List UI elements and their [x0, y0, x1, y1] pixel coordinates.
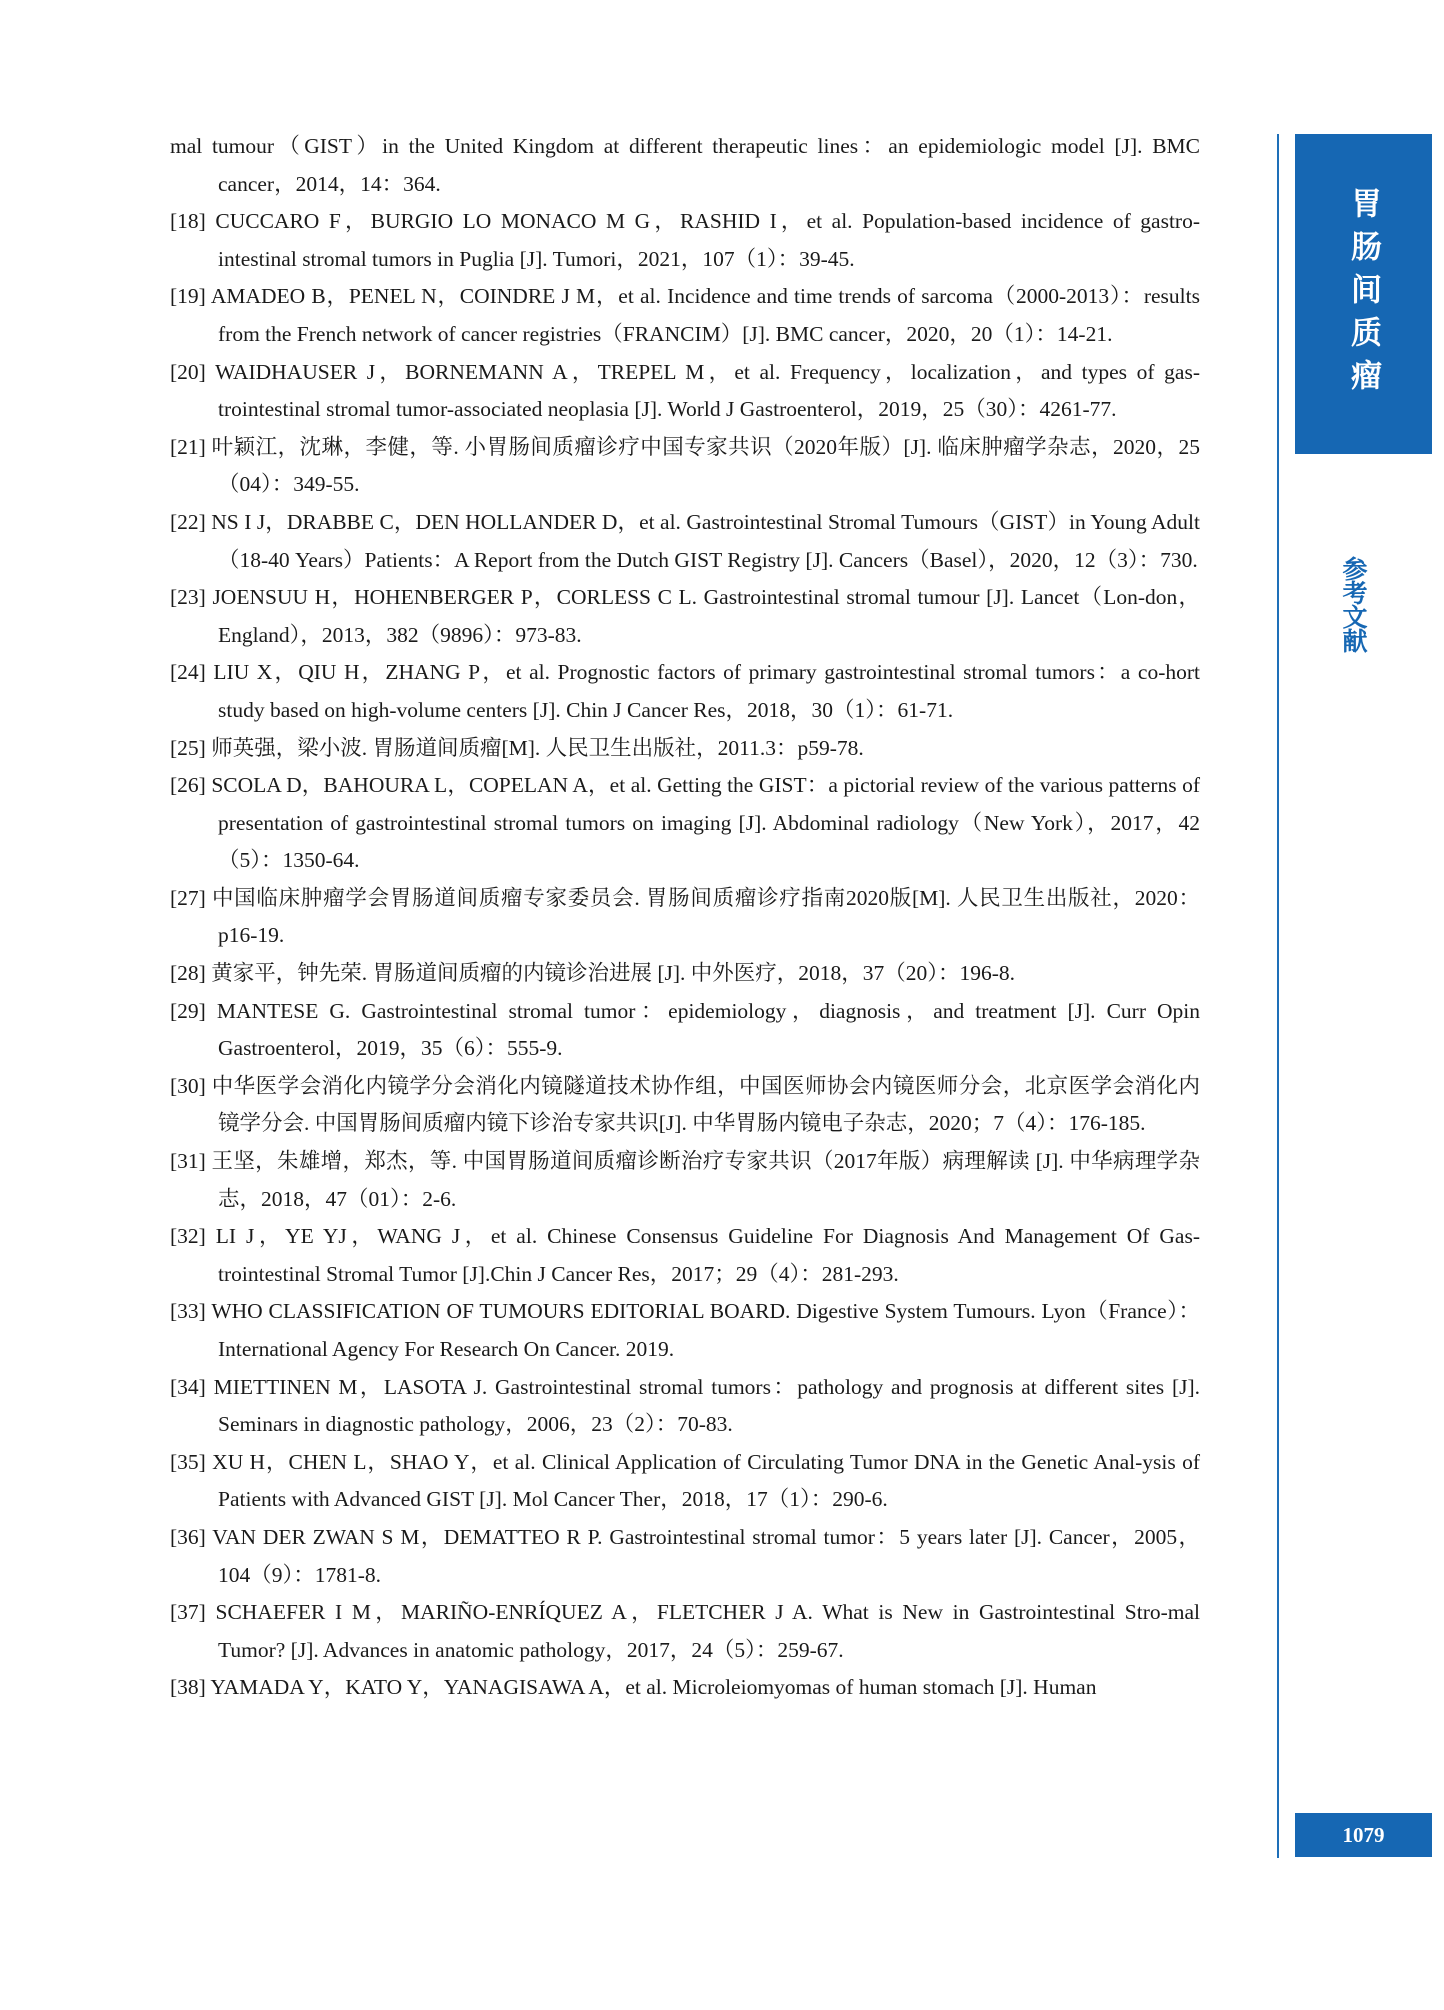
reference-number: [29]	[170, 998, 206, 1023]
reference-text: 黄家平，钟先荣. 胃肠道间质瘤的内镜诊治进展 [J]. 中外医疗，2018，37（20）：196-8.	[211, 961, 1016, 986]
reference-number: [28]	[170, 961, 206, 986]
reference-number: [19]	[170, 284, 206, 309]
reference-list	[170, 128, 1200, 1707]
reference-entry	[170, 1594, 1200, 1669]
reference-text: NS I J，DRABBE C，DEN HOLLANDER D，et al. Gastrointestinal Stromal Tumours（GIST）in Young Adult（18-40 Years）Patients：A Report from the Dutch GIST Registry [J]. Cancers（Basel），2020，12（3）：730.	[211, 509, 1201, 572]
reference-text: AMADEO B，PENEL N，COINDRE J M，et al. Incidence and time trends of sarcoma（2000-2013）：results from the French network of cancer registries（FRANCIM）[J]. BMC cancer，2020，20（1）：14-21.	[210, 284, 1200, 346]
reference-number: [36]	[170, 1524, 206, 1549]
reference-text: 中华医学会消化内镜学分会消化内镜隧道技术协作组，中国医师协会内镜医师分会，北京医学会消化内镜学分会. 中国胃肠间质瘤内镜下诊治专家共识[J]. 中华胃肠内镜电子杂志，2020；7（4）：176-185.	[211, 1073, 1201, 1136]
page-number: 1079	[1342, 1822, 1385, 1847]
reference-entry	[170, 1068, 1200, 1143]
margin-rule	[1277, 134, 1279, 1858]
reference-text: 叶颖江，沈琳，李健，等. 小胃肠间质瘤诊疗中国专家共识（2020年版）[J]. 临床肿瘤学杂志，2020，25（04）：349-55.	[211, 434, 1200, 497]
reference-number: [25]	[170, 735, 206, 760]
reference-number: [26]	[170, 773, 206, 798]
reference-text: SCOLA D，BAHOURA L，COPELAN A，et al. Getting the GIST：a pictorial review of the various patterns of presentation of gastrointestinal stromal tumors on imaging [J]. Abdominal radiology（New York），2017，42（5）：1350-64.	[211, 773, 1201, 873]
reference-number: [23]	[170, 585, 206, 610]
reference-text: VAN DER ZWAN S M，DEMATTEO R P. Gastrointestinal stromal tumor：5 years later [J]. Cancer，2005，104（9）：1781-8.	[212, 1524, 1200, 1587]
reference-text: YAMADA Y，KATO Y，YANAGISAWA A，et al. Microleiomyomas of human stomach [J]. Human	[210, 1675, 1097, 1700]
reference-text: CUCCARO F，BURGIO LO MONACO M G，RASHID I，et al. Population-based incidence of gastro-intestinal stromal tumors in Puglia [J]. Tumori，2021，107（1）：39-45.	[215, 209, 1201, 271]
page-number-tab	[1295, 1813, 1432, 1857]
reference-text: WAIDHAUSER J，BORNEMANN A，TREPEL M，et al. Frequency，localization，and types of gas-trointestinal stromal tumor-associated neoplasia [J]. World J Gastroenterol，2019，25（30）：4261-77.	[215, 359, 1200, 422]
reference-number: [34]	[170, 1374, 206, 1399]
reference-text: 师英强，梁小波. 胃肠道间质瘤[M]. 人民卫生出版社，2011.3：p59-78.	[211, 735, 864, 760]
reference-number: [31]	[170, 1149, 206, 1174]
reference-entry	[170, 429, 1200, 504]
reference-entry	[170, 730, 1200, 768]
reference-entry	[170, 993, 1200, 1068]
reference-number: [21]	[170, 434, 206, 459]
reference-entry	[170, 654, 1200, 729]
reference-entry	[170, 1143, 1200, 1218]
reference-entry	[170, 1669, 1200, 1707]
reference-number: [24]	[170, 660, 206, 685]
section-title: 参考文献	[1339, 556, 1368, 652]
reference-entry	[170, 1444, 1200, 1519]
reference-text: mal tumour（GIST）in the United Kingdom at different therapeutic lines：an epidemiologic model [J]. BMC cancer，2014，14：364.	[170, 134, 1200, 196]
reference-text: SCHAEFER I M，MARIÑO-ENRÍQUEZ A，FLETCHER J A. What is New in Gastrointestinal Stro-mal Tumor? [J]. Advances in anatomic pathology，2017，24（5）：259-67.	[215, 1600, 1201, 1662]
reference-number: [35]	[170, 1449, 206, 1474]
reference-number: [33]	[170, 1299, 206, 1324]
reference-text: LI J，YE YJ，WANG J，et al. Chinese Consensus Guideline For Diagnosis And Management Of Gas-trointestinal Stromal Tumor [J].Chin J Cancer Res，2017；29（4）：281-293.	[215, 1224, 1201, 1286]
reference-number: [38]	[170, 1675, 206, 1700]
reference-text: WHO CLASSIFICATION OF TUMOURS EDITORIAL BOARD. Digestive System Tumours. Lyon（France）：International Agency For Research On Cancer. 2019.	[211, 1299, 1200, 1361]
reference-number: [20]	[170, 359, 206, 384]
reference-number: [32]	[170, 1224, 206, 1249]
section-label	[1333, 556, 1373, 676]
reference-entry	[170, 128, 1200, 203]
reference-text: 中国临床肿瘤学会胃肠道间质瘤专家委员会. 胃肠间质瘤诊疗指南2020版[M]. 人民卫生出版社，2020：p16-19.	[211, 885, 1200, 948]
reference-entry	[170, 278, 1200, 353]
reference-entry	[170, 1218, 1200, 1293]
reference-number: [30]	[170, 1073, 206, 1098]
reference-number: [37]	[170, 1600, 206, 1625]
reference-number: [27]	[170, 885, 206, 910]
chapter-title: 胃肠间质瘤	[1345, 186, 1381, 402]
reference-entry	[170, 880, 1200, 955]
reference-entry	[170, 767, 1200, 880]
chapter-title-tab	[1295, 134, 1432, 454]
reference-entry	[170, 1519, 1200, 1594]
reference-entry	[170, 354, 1200, 429]
reference-text: JOENSUU H，HOHENBERGER P，CORLESS C L. Gastrointestinal stromal tumour [J]. Lancet（Lon-don，England），2013，382（9896）：973-83.	[212, 585, 1201, 647]
reference-entry	[170, 1293, 1200, 1368]
reference-entry	[170, 579, 1200, 654]
reference-text: XU H，CHEN L，SHAO Y，et al. Clinical Application of Circulating Tumor DNA in the Genetic Anal-ysis of Patients with Advanced GIST [J]. Mol Cancer Ther，2018，17（1）：290-6.	[212, 1449, 1201, 1512]
reference-text: MANTESE G. Gastrointestinal stromal tumor：epidemiology，diagnosis，and treatment [J]. Curr Opin Gastroenterol，2019，35（6）：555-9.	[216, 998, 1201, 1061]
reference-text: MIETTINEN M，LASOTA J. Gastrointestinal stromal tumors：pathology and prognosis at different sites [J]. Seminars in diagnostic pathology，2006，23（2）：70-83.	[213, 1374, 1200, 1437]
reference-entry	[170, 955, 1200, 993]
reference-text: 王坚，朱雄增，郑杰，等. 中国胃肠道间质瘤诊断治疗专家共识（2017年版）病理解读 [J]. 中华病理学杂志，2018，47（01）：2-6.	[211, 1149, 1200, 1211]
reference-number: [22]	[170, 509, 206, 534]
reference-entry	[170, 1369, 1200, 1444]
reference-number: [18]	[170, 209, 206, 234]
reference-entry	[170, 504, 1200, 579]
reference-text: LIU X，QIU H，ZHANG P，et al. Prognostic factors of primary gastrointestinal stromal tumors：a co-hort study based on high-volume centers [J]. Chin J Cancer Res，2018，30（1）：61-71.	[213, 660, 1201, 722]
reference-entry	[170, 203, 1200, 278]
